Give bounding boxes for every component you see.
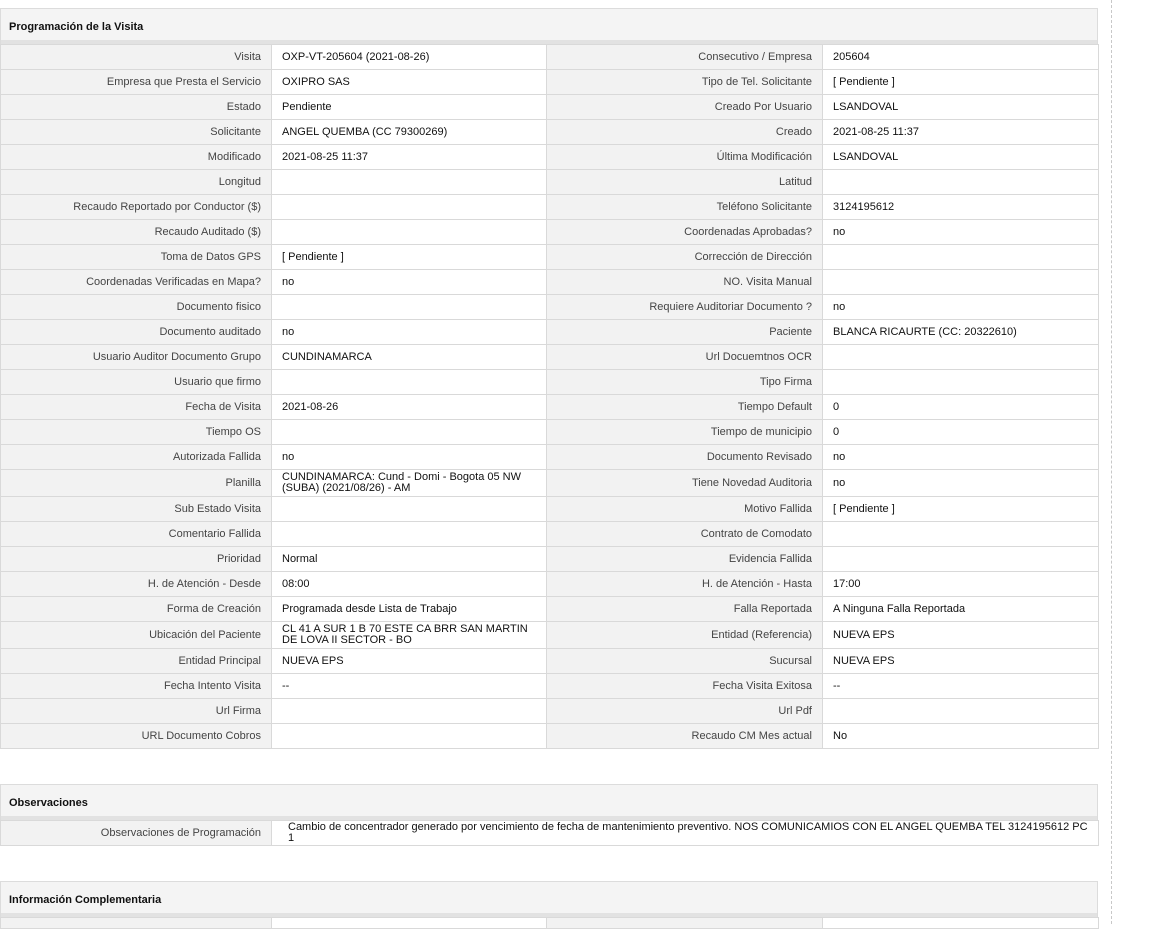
table-row [1, 295, 1099, 320]
programacion-header: Programación de la Visita [0, 8, 1098, 44]
table-row [1, 120, 1099, 145]
field-value: 3124195612 [823, 195, 1099, 220]
table-row [1, 597, 1099, 622]
field-value [272, 295, 547, 320]
field-value [823, 699, 1099, 724]
field-value: LSANDOVAL [823, 95, 1099, 120]
field-label: Planilla [1, 470, 272, 497]
field-label: Documento fisico [1, 295, 272, 320]
field-value: -- [272, 674, 547, 699]
field-label: Teléfono Solicitante [547, 195, 823, 220]
field-value: Programada desde Lista de Trabajo [272, 597, 547, 622]
page-border-dashed [1111, 0, 1112, 924]
field-value: [ Pendiente ] [823, 497, 1099, 522]
field-label: Ubicación del Paciente [1, 622, 272, 649]
observaciones-header: Observaciones [0, 784, 1098, 820]
table-row [1, 497, 1099, 522]
field-value [272, 220, 547, 245]
field-value: no [823, 220, 1099, 245]
field-value: LSANDOVAL [823, 145, 1099, 170]
field-value: 0 [823, 395, 1099, 420]
table-row [1, 70, 1099, 95]
field-label: Usuario que firmo [1, 370, 272, 395]
table-row [1, 547, 1099, 572]
field-label: Longitud [1, 170, 272, 195]
field-label: Evidencia Fallida [547, 547, 823, 572]
field-label: Url Docuemtnos OCR [547, 345, 823, 370]
field-label: Usuario Auditor Documento Grupo [1, 345, 272, 370]
field-value: no [823, 445, 1099, 470]
table-row [1, 45, 1099, 70]
field-value: NUEVA EPS [823, 622, 1099, 649]
field-label: Fecha Intento Visita [1, 674, 272, 699]
field-value [272, 724, 547, 749]
complementaria-header: Información Complementaria [0, 881, 1098, 917]
field-label: Autorizada Fallida [1, 445, 272, 470]
table-row [1, 420, 1099, 445]
observaciones-label: Observaciones de Programación [1, 821, 272, 846]
field-label: Contrato de Comodato [547, 522, 823, 547]
field-label: Última Modificación [547, 145, 823, 170]
field-value: No [823, 724, 1099, 749]
field-label: Creado Por Usuario [547, 95, 823, 120]
field-value [272, 699, 547, 724]
field-value: CUNDINAMARCA: Cund - Domi - Bogota 05 NW (SUBA) (2021/08/26) - AM [272, 470, 547, 497]
programacion-table [0, 44, 1099, 749]
field-value: no [272, 270, 547, 295]
programacion-section [0, 8, 1098, 749]
field-label: Comentario Fallida [1, 522, 272, 547]
table-row [1, 395, 1099, 420]
field-label: Url Firma [1, 699, 272, 724]
table-row [1, 145, 1099, 170]
field-value: Normal [272, 547, 547, 572]
table-row [1, 345, 1099, 370]
field-label: Tiene Novedad Auditoria [547, 470, 823, 497]
table-row [1, 918, 1099, 929]
field-label: H. de Atención - Hasta [547, 572, 823, 597]
field-value: [ Pendiente ] [272, 245, 547, 270]
table-row [1, 270, 1099, 295]
field-value: no [272, 445, 547, 470]
field-value: NUEVA EPS [272, 649, 547, 674]
field-label: Visita [1, 45, 272, 70]
field-label: Requiere Auditoriar Documento ? [547, 295, 823, 320]
table-row [1, 195, 1099, 220]
field-label: Coordenadas Verificadas en Mapa? [1, 270, 272, 295]
field-label: URL Documento Cobros [1, 724, 272, 749]
observaciones-section [0, 784, 1098, 846]
field-value: ANGEL QUEMBA (CC 79300269) [272, 120, 547, 145]
field-value: 08:00 [272, 572, 547, 597]
field-value [823, 170, 1099, 195]
field-value: A Ninguna Falla Reportada [823, 597, 1099, 622]
field-label: Creado [547, 120, 823, 145]
field-label: Prioridad [1, 547, 272, 572]
table-row [1, 320, 1099, 345]
field-value: [ Pendiente ] [823, 70, 1099, 95]
table-row [1, 724, 1099, 749]
field-label: Sucursal [547, 649, 823, 674]
field-value: CUNDINAMARCA [272, 345, 547, 370]
field-value: 0 [823, 420, 1099, 445]
field-label: Forma de Creación [1, 597, 272, 622]
table-row [1, 220, 1099, 245]
field-label: Tiempo OS [1, 420, 272, 445]
field-value [272, 370, 547, 395]
table-row [1, 370, 1099, 395]
field-label: Tipo de Tel. Solicitante [547, 70, 823, 95]
field-label: Documento Revisado [547, 445, 823, 470]
field-label: Fecha de Visita [1, 395, 272, 420]
field-value [272, 522, 547, 547]
field-value: no [823, 295, 1099, 320]
field-label: Falla Reportada [547, 597, 823, 622]
field-label: Entidad (Referencia) [547, 622, 823, 649]
field-label: Url Pdf [547, 699, 823, 724]
field-value [823, 370, 1099, 395]
field-value: no [272, 320, 547, 345]
complementaria-table [0, 917, 1099, 929]
field-value: BLANCA RICAURTE (CC: 20322610) [823, 320, 1099, 345]
field-value: CL 41 A SUR 1 B 70 ESTE CA BRR SAN MARTIN DE LOVA II SECTOR - BO [272, 622, 547, 649]
field-value: 2021-08-26 [272, 395, 547, 420]
table-row [1, 622, 1099, 649]
field-label: Corrección de Dirección [547, 245, 823, 270]
field-label: H. de Atención - Desde [1, 572, 272, 597]
field-value [823, 345, 1099, 370]
table-row [1, 445, 1099, 470]
field-value [272, 170, 547, 195]
field-value: NUEVA EPS [823, 649, 1099, 674]
field-label: Coordenadas Aprobadas? [547, 220, 823, 245]
table-row [1, 821, 1099, 846]
field-label: Estado [1, 95, 272, 120]
field-value [823, 522, 1099, 547]
table-row [1, 95, 1099, 120]
table-row [1, 245, 1099, 270]
field-value: 17:00 [823, 572, 1099, 597]
field-label: Documento auditado [1, 320, 272, 345]
field-value [272, 420, 547, 445]
observaciones-table [0, 820, 1099, 846]
field-label: Fecha Visita Exitosa [547, 674, 823, 699]
field-label: Recaudo CM Mes actual [547, 724, 823, 749]
field-value [823, 547, 1099, 572]
field-label: Consecutivo / Empresa [547, 45, 823, 70]
field-value: OXP-VT-205604 (2021-08-26) [272, 45, 547, 70]
table-row [1, 170, 1099, 195]
field-value: 205604 [823, 45, 1099, 70]
field-label: Tiempo Default [547, 395, 823, 420]
field-label: Paciente [547, 320, 823, 345]
field-value: OXIPRO SAS [272, 70, 547, 95]
field-label: Tiempo de municipio [547, 420, 823, 445]
field-label: Recaudo Auditado ($) [1, 220, 272, 245]
table-row [1, 699, 1099, 724]
field-value: Pendiente [272, 95, 547, 120]
field-value: 2021-08-25 11:37 [823, 120, 1099, 145]
table-row [1, 572, 1099, 597]
field-label: NO. Visita Manual [547, 270, 823, 295]
field-value [823, 245, 1099, 270]
field-value: no [823, 470, 1099, 497]
field-label: Recaudo Reportado por Conductor ($) [1, 195, 272, 220]
field-label: Latitud [547, 170, 823, 195]
complementaria-section [0, 881, 1098, 929]
field-value: -- [823, 674, 1099, 699]
field-value [272, 195, 547, 220]
field-label: Toma de Datos GPS [1, 245, 272, 270]
field-label: Sub Estado Visita [1, 497, 272, 522]
field-value [823, 270, 1099, 295]
field-value [272, 497, 547, 522]
field-label: Tipo Firma [547, 370, 823, 395]
table-row [1, 522, 1099, 547]
field-label: Entidad Principal [1, 649, 272, 674]
field-label: Motivo Fallida [547, 497, 823, 522]
field-value: 2021-08-25 11:37 [272, 145, 547, 170]
observaciones-value: Cambio de concentrador generado por vencimiento de fecha de mantenimiento preventivo. NOS COMUNICAMIOS CON EL ANGEL QUEMBA TEL 3124195612 PC 1 [272, 821, 1099, 846]
field-label: Solicitante [1, 120, 272, 145]
table-row [1, 470, 1099, 497]
field-label: Empresa que Presta el Servicio [1, 70, 272, 95]
table-row [1, 649, 1099, 674]
table-row [1, 674, 1099, 699]
field-label: Modificado [1, 145, 272, 170]
